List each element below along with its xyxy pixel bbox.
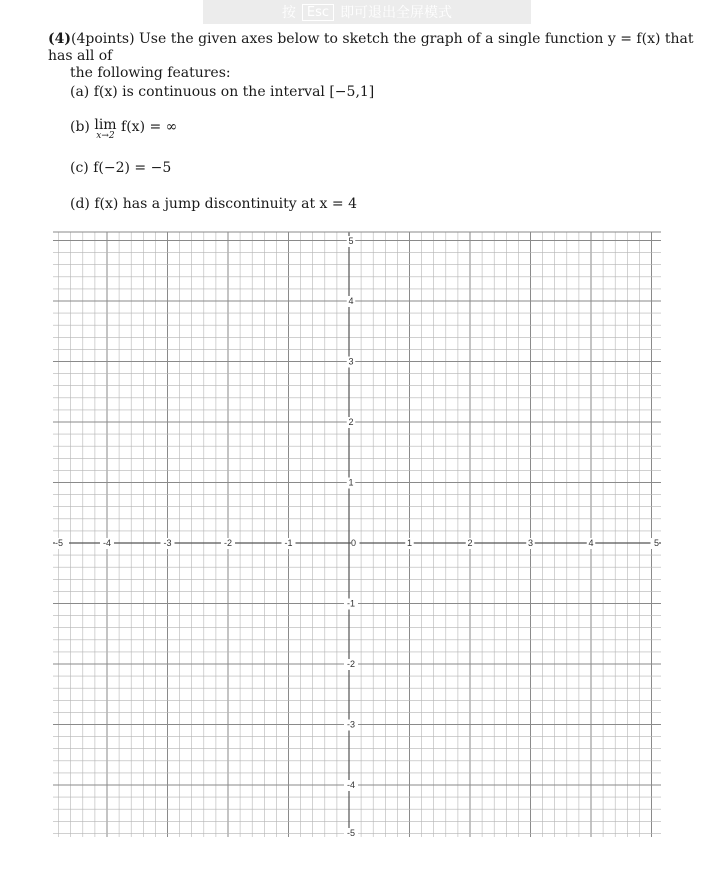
limit-word: lim: [94, 117, 117, 133]
y-tick-label: 3: [348, 356, 354, 367]
x-tick-label: 5: [653, 538, 659, 548]
y-tick-label: -4: [346, 780, 356, 790]
x-tick-label: -1: [284, 538, 293, 548]
limit-subscript: x→2: [96, 131, 115, 141]
y-tick-label: -2: [346, 659, 356, 669]
feature-b-rest: f(x) = ∞: [116, 119, 178, 135]
problem-text-line2: the following features:: [70, 65, 231, 81]
y-tick-label: -3: [346, 719, 356, 730]
x-tick-label: -2: [223, 538, 233, 548]
feature-d: (d) f(x) has a jump discontinuity at x = 4: [70, 196, 357, 212]
problem-text-line1: (4points) Use the given axes below to sketch the graph of a single function y = f(x) that has all of: [48, 31, 694, 64]
x-tick-label: 1: [406, 538, 413, 548]
x-tick-label: 0: [351, 538, 357, 548]
x-tick-label: -3: [163, 538, 172, 548]
x-tick-label: -4: [102, 538, 112, 548]
y-tick-label: 2: [348, 417, 354, 427]
banner-prefix: 按: [281, 5, 296, 21]
x-tick-label: 4: [588, 538, 594, 548]
y-tick-label: -1: [346, 598, 356, 609]
feature-b-prefix: (b): [70, 119, 95, 135]
x-tick-label: 2: [467, 538, 473, 548]
x-tick-label: 3: [527, 538, 534, 548]
y-tick-label: 4: [348, 296, 354, 306]
x-tick-label: -5: [55, 538, 64, 548]
esc-key-label: Esc: [302, 4, 334, 21]
banner-suffix: 即可退出全屏模式: [340, 5, 453, 21]
y-tick-label: 1: [348, 477, 354, 488]
y-tick-label: -5: [346, 828, 356, 838]
problem-number: (4): [48, 31, 71, 47]
y-tick-label: 5: [348, 236, 354, 246]
feature-a: (a) f(x) is continuous on the interval [−5,1]: [70, 84, 375, 100]
feature-c: (c) f(−2) = −5: [70, 160, 172, 176]
